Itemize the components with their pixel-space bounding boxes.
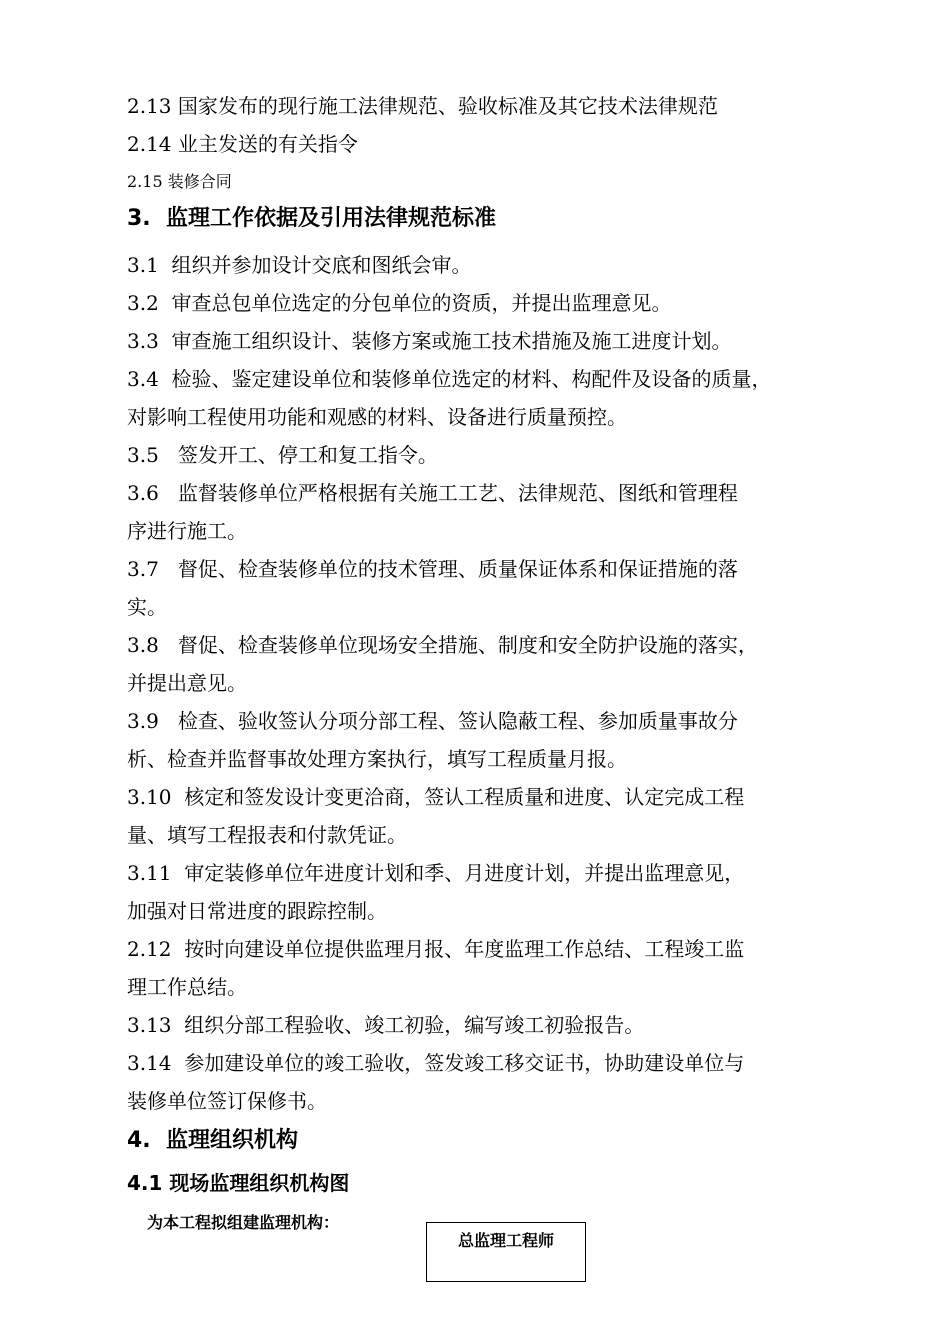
clause-3-8: 3.8 督促、检查装修单位现场安全措施、制度和安全防护设施的落实， [127,633,758,657]
clause-3-7: 3.7 督促、检查装修单位的技术管理、质量保证体系和保证措施的落 [127,557,738,581]
section-4-1-heading: 4.1 现场监理组织机构图 [127,1171,350,1195]
section-4-heading: 4. 监理组织机构 [127,1128,298,1153]
org-chart-box-label: 总监理工程师 [457,1231,554,1250]
clause-3-6: 3.6 监督装修单位严格根据有关施工工艺、法律规范、图纸和管理程 [127,481,738,505]
clause-3-14-cont: 装修单位签订保修书。 [127,1089,327,1113]
clause-3-1: 3.1 组织并参加设计交底和图纸会审。 [127,253,472,277]
org-intro-text: 为本工程拟组建监理机构： [147,1213,340,1232]
clause-3-2: 3.2 审查总包单位选定的分包单位的资质，并提出监理意见。 [127,291,672,315]
clause-3-5: 3.5 签发开工、停工和复工指令。 [127,443,438,467]
clause-3-4-cont: 对影响工程使用功能和观感的材料、设备进行质量预控。 [127,405,627,429]
section-3-heading: 3. 监理工作依据及引用法律规范标准 [127,206,496,231]
clause-2-13: 2.13 国家发布的现行施工法律规范、验收标准及其它技术法律规范 [127,94,718,118]
clause-3-4: 3.4 检验、鉴定建设单位和装修单位选定的材料、构配件及设备的质量， [127,367,772,391]
clause-3-7-cont: 实。 [127,595,167,619]
clause-3-8-cont: 并提出意见。 [127,671,247,695]
clause-3-10: 3.10 核定和签发设计变更洽商，签认工程质量和进度、认定完成工程 [127,785,745,809]
clause-2-12-cont: 理工作总结。 [127,975,247,999]
clause-3-14: 3.14 参加建设单位的竣工验收，签发竣工移交证书，协助建设单位与 [127,1051,745,1075]
clause-3-11-cont: 加强对日常进度的跟踪控制。 [127,899,387,923]
clause-3-9: 3.9 检查、验收签认分项分部工程、签认隐蔽工程、参加质量事故分 [127,709,738,733]
org-chart-box-chief-supervisor [426,1222,586,1282]
clause-2-12: 2.12 按时向建设单位提供监理月报、年度监理工作总结、工程竣工监 [127,937,745,961]
clause-3-11: 3.11 审定装修单位年进度计划和季、月进度计划，并提出监理意见， [127,861,745,885]
clause-3-6-cont: 序进行施工。 [127,519,247,543]
clause-3-13: 3.13 组织分部工程验收、竣工初验，编写竣工初验报告。 [127,1013,645,1037]
clause-2-14: 2.14 业主发送的有关指令 [127,132,358,156]
clause-3-9-cont: 析、检查并监督事故处理方案执行，填写工程质量月报。 [127,747,627,771]
clause-3-10-cont: 量、填写工程报表和付款凭证。 [127,823,407,847]
clause-2-15: 2.15 装修合同 [127,172,232,191]
clause-3-3: 3.3 审查施工组织设计、装修方案或施工技术措施及施工进度计划。 [127,329,732,353]
